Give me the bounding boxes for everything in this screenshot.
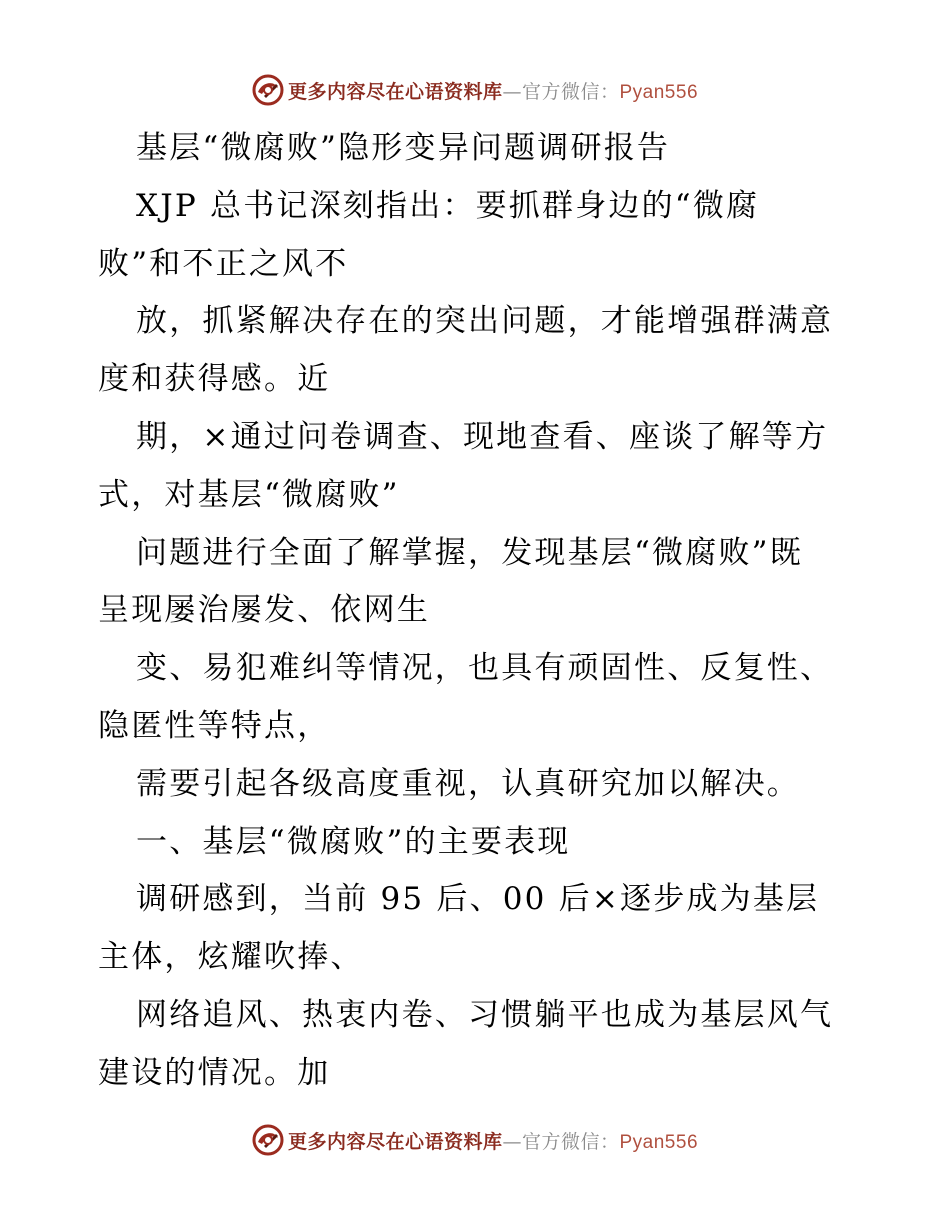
text-line: 网络追风、热衷内卷、习惯躺平也成为基层风气 [136,996,834,1033]
text-line: 调研感到，当前 95 后、00 后×逐步成为基层 [136,881,820,918]
red-swirl-logo-icon [252,1124,284,1156]
banner-wechat-id: Pyan556 [619,81,699,103]
text-line: 变、易犯难纠等情况，也具有顽固性、反复性、 [136,650,834,687]
red-swirl-logo-icon [252,74,284,106]
text-line: 式，对基层“微腐败” [98,476,400,513]
section-heading: 一、基层“微腐败”的主要表现 [136,823,571,860]
text-line: 主体，炫耀吹捧、 [98,939,364,976]
banner-sub-text: 官方微信： [521,80,620,103]
text-line: XJP 总书记深刻指出：要抓群身边的“微腐 [136,187,760,224]
text-line: 需要引起各级高度重视，认真研究加以解决。 [136,765,800,802]
banner-text [288,77,698,104]
header-watermark-banner [0,70,950,110]
banner-main-text: 更多内容尽在心语资料库 [287,1130,503,1153]
banner-text [288,1127,698,1154]
text-line: 放，抓紧解决存在的突出问题，才能增强群满意 [136,303,834,340]
text-line: 隐匿性等特点， [98,707,331,744]
text-line: 问题进行全面了解掌握，发现基层“微腐败”既 [136,534,803,571]
banner-wechat-id: Pyan556 [619,1131,699,1153]
document-title: 基层“微腐败”隐形变异问题调研报告 [136,130,671,166]
banner-separator: — [502,80,522,103]
text-line: 建设的情况。加 [98,1054,331,1091]
banner-main-text: 更多内容尽在心语资料库 [287,80,503,103]
footer-watermark-banner [0,1120,950,1160]
text-line: 期，×通过问卷调查、现地查看、座谈了解等方 [136,418,829,455]
text-line: 败”和不正之风不 [98,245,349,282]
banner-separator: — [502,1130,522,1153]
document-body [98,120,858,1103]
text-line: 度和获得感。近 [98,361,331,398]
text-line: 呈现屡治屡发、依网生 [98,592,430,629]
banner-sub-text: 官方微信： [521,1130,620,1153]
